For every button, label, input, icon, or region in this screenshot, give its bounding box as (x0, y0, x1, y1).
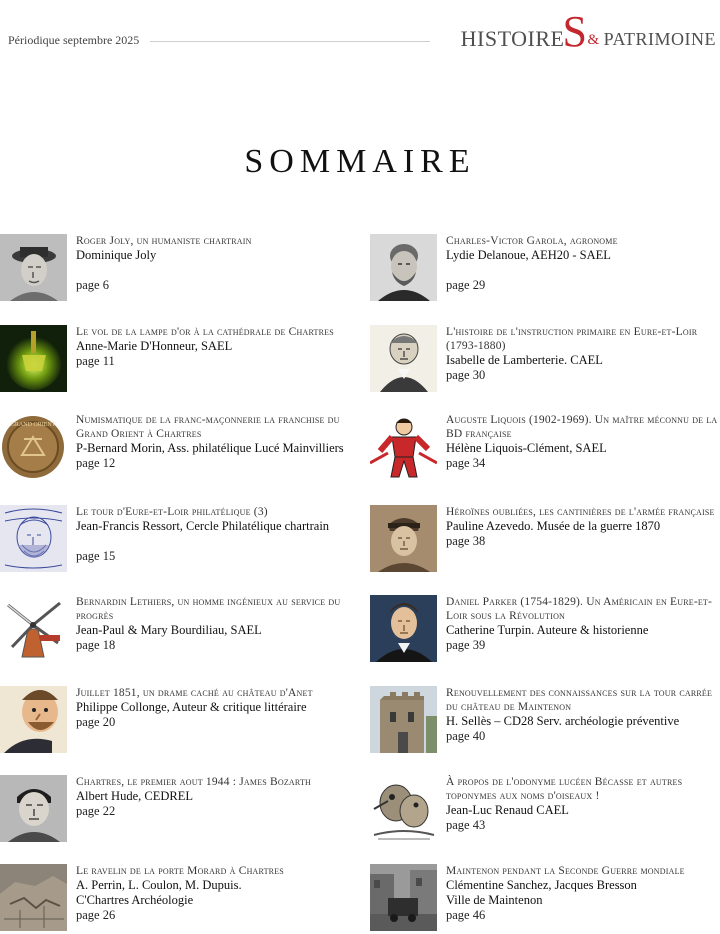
toc-entry-text (446, 325, 720, 383)
page-number[interactable]: page 39 (446, 638, 486, 652)
toc-entry-text (446, 595, 720, 653)
toc-entry-le-vol-de-la-lampe-d-or-a-la-cathedrale-[interactable] (0, 325, 360, 395)
article-author: A. Perrin, L. Coulon, M. Dupuis. (76, 878, 242, 892)
article-title: Maintenon pendant la Seconde Guerre mondiale (446, 865, 685, 877)
toc-entry-text (76, 325, 346, 369)
page-number[interactable]: page 22 (76, 804, 116, 818)
toc-entry-text (76, 864, 346, 923)
brand-ampersand: & (587, 32, 600, 48)
article-author: Anne-Marie D'Honneur, SAEL (76, 339, 233, 353)
page-number[interactable]: page 38 (446, 534, 486, 548)
article-author: Ville de Maintenon (446, 893, 543, 907)
engraved-portrait-image (370, 325, 437, 392)
bearded-portrait-image (370, 234, 437, 301)
article-title: L'histoire de l'instruction primaire en Eure-et-Loir (1793-1880) (446, 326, 698, 352)
toc-entry-heroines-oubliees-les-cantinieres-de-l-a[interactable] (370, 505, 720, 575)
toc-entry-text (446, 413, 720, 471)
toc-entry-bernardin-lethiers-un-homme-ingenieux-au[interactable] (0, 595, 360, 665)
toc-entry-text (76, 505, 346, 564)
svg-text:GRAND ORIENT: GRAND ORIENT (10, 422, 56, 428)
caricature-image (0, 686, 67, 753)
article-title: Numismatique de la franc-maçonnerie la franchise du Grand Orient à Chartres (76, 414, 340, 440)
golden-lamp-image (0, 325, 67, 392)
toc-entry-le-tour-d-eure-et-loir-philatelique-3[interactable] (0, 505, 360, 575)
toc-entry-a-propos-de-l-odonyme-luceen-becasse-et-[interactable] (370, 775, 720, 845)
page-number[interactable]: page 11 (76, 354, 115, 368)
toc-entry-text (76, 413, 346, 471)
article-author: Clémentine Sanchez, Jacques Bresson (446, 878, 637, 892)
page-number[interactable]: page 18 (76, 638, 116, 652)
engraved-stamp-image (0, 505, 67, 572)
article-author: Jean-Luc Renaud CAEL (446, 803, 569, 817)
article-author: Pauline Azevedo. Musée de la guerre 1870 (446, 519, 661, 533)
brand-word-2: PATRIMOINE (603, 29, 716, 49)
page-number[interactable]: page 12 (76, 456, 116, 470)
article-author: Lydie Delanoue, AEH20 - SAEL (446, 248, 611, 262)
article-title: À propos de l'odonyme lucéen Bécasse et autres toponymes aux noms d'oiseaux ! (446, 776, 683, 802)
toc-entry-daniel-parker-1754-1829-un-americain-en-[interactable] (370, 595, 720, 665)
brand-word-1: HISTOIRE (460, 26, 565, 51)
brand-big-s: S (562, 7, 588, 56)
toc-entry-text (446, 234, 720, 293)
comic-hero-image (370, 413, 437, 480)
article-title: Charles-Victor Garola, agronome (446, 235, 618, 247)
page-number[interactable]: page 6 (76, 278, 109, 292)
masonic-coin-image (0, 413, 67, 480)
page-number[interactable]: page 34 (446, 456, 486, 470)
article-author: Jean-Francis Ressort, Cercle Philatélique chartrain (76, 519, 330, 533)
page-number[interactable]: page 29 (446, 278, 486, 292)
page-number[interactable]: page 40 (446, 729, 486, 743)
toc-entry-text (76, 775, 346, 819)
article-title: Roger Joly, un humaniste chartrain (76, 235, 252, 247)
stone-ruin-image (0, 864, 67, 931)
periodical-date: Périodique septembre 2025 (8, 33, 140, 47)
toc-entry-chartres-le-premier-aout-1944-james-boza[interactable] (0, 775, 360, 845)
article-title: Chartres, le premier aout 1944 : James Bozarth (76, 776, 312, 788)
article-title: Juillet 1851, un drame caché au château d'Anet (76, 687, 313, 699)
page-number[interactable]: page 43 (446, 818, 486, 832)
article-title: Auguste Liquois (1902-1969). Un maître méconnu de la BD française (446, 414, 718, 440)
windmill-image (0, 595, 67, 662)
article-author: Isabelle de Lamberterie. CAEL (446, 353, 603, 367)
page-title: SOMMAIRE (244, 143, 476, 180)
article-author: Catherine Turpin. Auteure & historienne (446, 623, 649, 637)
toc-entry-roger-joly-un-humaniste-chartrain[interactable] (0, 234, 360, 304)
article-author: P-Bernard Morin, Ass. philatélique Lucé Mainvilliers (76, 441, 344, 455)
article-author: H. Sellès – CD28 Serv. archéologie préventive (446, 714, 680, 728)
toc-entry-text (76, 686, 346, 730)
toc-entry-numismatique-de-la-franc-maconnerie-la-f[interactable] (0, 413, 360, 483)
article-title: Le vol de la lampe d'or à la cathédrale de Chartres (76, 326, 334, 338)
article-author: Philippe Collonge, Auteur & critique littéraire (76, 700, 307, 714)
brand-logo (460, 7, 716, 56)
article-author: C'Chartres Archéologie (76, 893, 194, 907)
toc-entry-text (76, 595, 346, 653)
article-author: Albert Hude, CEDREL (76, 789, 193, 803)
toc-entry-l-histoire-de-l-instruction-primaire-en-[interactable] (370, 325, 720, 395)
article-title: Renouvellement des connaissances sur la tour carrée du château de Maintenon (446, 687, 713, 713)
page-number[interactable]: page 30 (446, 368, 486, 382)
toc-entry-maintenon-pendant-la-seconde-guerre-mond[interactable] (370, 864, 720, 934)
article-title: Daniel Parker (1754-1829). Un Américain en Eure-et-Loir sous la Révolution (446, 596, 713, 622)
page-number[interactable]: page 46 (446, 908, 486, 922)
toc-entry-text (446, 686, 720, 744)
page-number[interactable]: page 15 (76, 549, 116, 563)
toc-entry-juillet-1851-un-drame-cache-au-chateau-d[interactable] (0, 686, 360, 756)
article-title: Bernardin Lethiers, un homme ingénieux au service du progrès (76, 596, 341, 622)
article-author: Jean-Paul & Mary Bourdiliau, SAEL (76, 623, 262, 637)
toc-entry-text (446, 775, 720, 833)
article-title: Le ravelin de la porte Morard à Chartres (76, 865, 284, 877)
toc-entry-text (76, 234, 346, 293)
toc-entry-charles-victor-garola-agronome[interactable] (370, 234, 720, 304)
street-photo-image (370, 864, 437, 931)
article-title: Le tour d'Eure-et-Loir philatélique (3) (76, 506, 268, 518)
header-rule (150, 41, 430, 42)
painted-portrait-image (370, 595, 437, 662)
bird-engraving-image (370, 775, 437, 842)
toc-entry-renouvellement-des-connaissances-sur-la-[interactable] (370, 686, 720, 756)
toc-entry-text (446, 864, 720, 923)
castle-tower-image (370, 686, 437, 753)
portrait-photo-image (0, 234, 67, 301)
article-author: Hélène Liquois-Clément, SAEL (446, 441, 607, 455)
article-author: Dominique Joly (76, 248, 157, 262)
soldier-photo-image (0, 775, 67, 842)
article-title: Héroïnes oubliées, les cantinières de l'armée française (446, 506, 715, 518)
cantiniere-photo-image (370, 505, 437, 572)
page-number[interactable]: page 20 (76, 715, 116, 729)
toc-entry-auguste-liquois-1902-1969-un-maitre-meco[interactable] (370, 413, 720, 483)
toc-entry-le-ravelin-de-la-porte-morard-a-chartres[interactable] (0, 864, 360, 934)
page-number[interactable]: page 26 (76, 908, 116, 922)
toc-entry-text (446, 505, 720, 549)
